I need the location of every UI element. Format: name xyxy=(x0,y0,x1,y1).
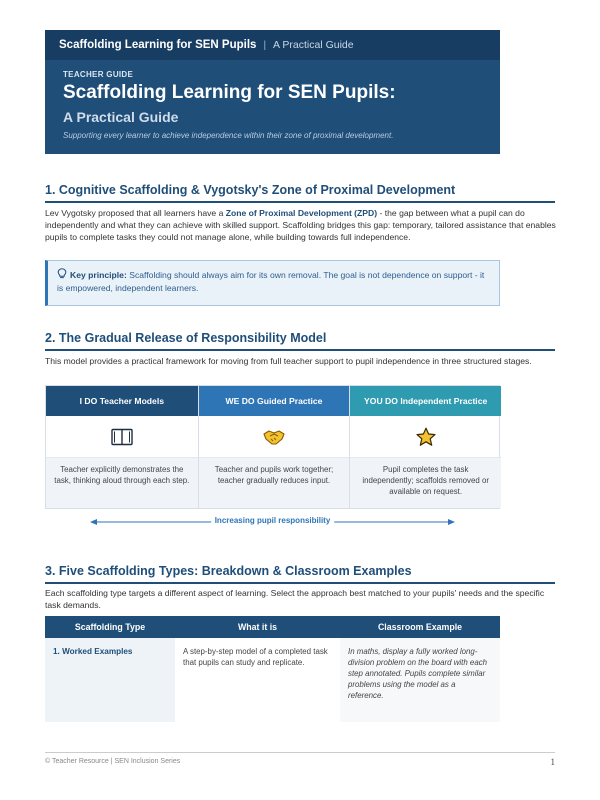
arrow-label: Increasing pupil responsibility xyxy=(211,516,335,525)
section-1-title: 1. Cognitive Scaffolding & Vygotsky's Zone of Proximal Development xyxy=(45,183,555,203)
stage-icon-cell xyxy=(46,416,198,458)
classroom-example-cell: In maths, display a fully worked long-division problem on the board with each step annotated. Pupils complete similar problems using the model as a reference. xyxy=(340,638,500,722)
stage-description: Teacher and pupils work together; teacher gradually reduces input. xyxy=(199,458,350,508)
paragraph-text-start: Lev Vygotsky proposed that all learners have a xyxy=(45,208,226,218)
column-header: Scaffolding Type xyxy=(45,616,175,638)
section-1-paragraph xyxy=(45,207,560,243)
gradual-release-diagram xyxy=(45,385,500,509)
stage-icon-cell xyxy=(350,416,501,458)
header-brand-sub: A Practical Guide xyxy=(273,39,354,51)
page-subtitle: A Practical Guide xyxy=(63,109,179,125)
column-header: What it is xyxy=(175,616,340,638)
responsibility-arrow xyxy=(90,516,455,528)
table-header-row xyxy=(45,616,500,638)
stage-heading: I DO Teacher Models xyxy=(46,386,198,416)
header-kicker: TEACHER GUIDE xyxy=(63,70,134,79)
footer-divider xyxy=(45,752,555,753)
scaffolding-types-table xyxy=(45,616,500,722)
stage-you-do xyxy=(349,386,501,508)
page-title: Scaffolding Learning for SEN Pupils: xyxy=(63,82,396,103)
header-separator: | xyxy=(263,39,267,51)
scaffolding-type-cell: 1. Worked Examples xyxy=(45,638,175,722)
key-principle-callout xyxy=(45,260,500,306)
stage-description: Teacher explicitly demonstrates the task, thinking aloud through each step. xyxy=(46,458,198,508)
page-tagline: Supporting every learner to achieve independence within their zone of proximal development. xyxy=(63,131,394,140)
column-header: Classroom Example xyxy=(340,616,500,638)
callout-text: Scaffolding should always aim for its own removal. The goal is not dependence on support - it is empowered, independent learners. xyxy=(57,270,485,293)
header-top-bar xyxy=(45,30,500,60)
header-body xyxy=(45,60,500,140)
handshake-icon xyxy=(262,428,286,446)
section-3-intro: Each scaffolding type targets a different aspect of learning. Select the approach best matched to your pupils' needs and the specific task demands. xyxy=(45,588,545,610)
what-it-is-cell: A step-by-step model of a completed task that pupils can study and replicate. xyxy=(175,638,340,722)
page-number: 1 xyxy=(550,757,555,767)
paragraph-text-end: - the gap between what a pupil can do independently and what they can achieve with skilled support. Scaffolding bridges this gap: temporary, tailored assistance that enables pupils to complete tasks they could not manage alone, while building towards full independence. xyxy=(45,208,556,242)
footer-text: © Teacher Resource | SEN Inclusion Series xyxy=(45,758,181,765)
stage-we-do xyxy=(198,386,350,508)
section-2-title: 2. The Gradual Release of Responsibility Model xyxy=(45,331,555,351)
stage-icon-cell xyxy=(199,416,350,458)
stage-i-do xyxy=(46,386,198,508)
header-banner xyxy=(45,30,500,154)
stage-description: Pupil completes the task independently; scaffolds removed or available on request. xyxy=(350,458,501,508)
stage-heading: WE DO Guided Practice xyxy=(199,386,350,416)
star-icon xyxy=(415,427,437,447)
section-3-title: 3. Five Scaffolding Types: Breakdown & Classroom Examples xyxy=(45,564,555,584)
zpd-term: Zone of Proximal Development (ZPD) xyxy=(225,208,378,218)
page-footer xyxy=(45,758,555,765)
header-brand: Scaffolding Learning for SEN Pupils xyxy=(59,39,257,51)
table-row xyxy=(45,638,500,722)
callout-label: Key principle: xyxy=(70,270,127,280)
lightbulb-icon xyxy=(57,268,67,279)
stage-heading: YOU DO Independent Practice xyxy=(350,386,501,416)
book-icon xyxy=(111,428,133,446)
section-2-intro: This model provides a practical framework for moving from full teacher support to pupil independence in three structured stages. xyxy=(45,356,532,366)
